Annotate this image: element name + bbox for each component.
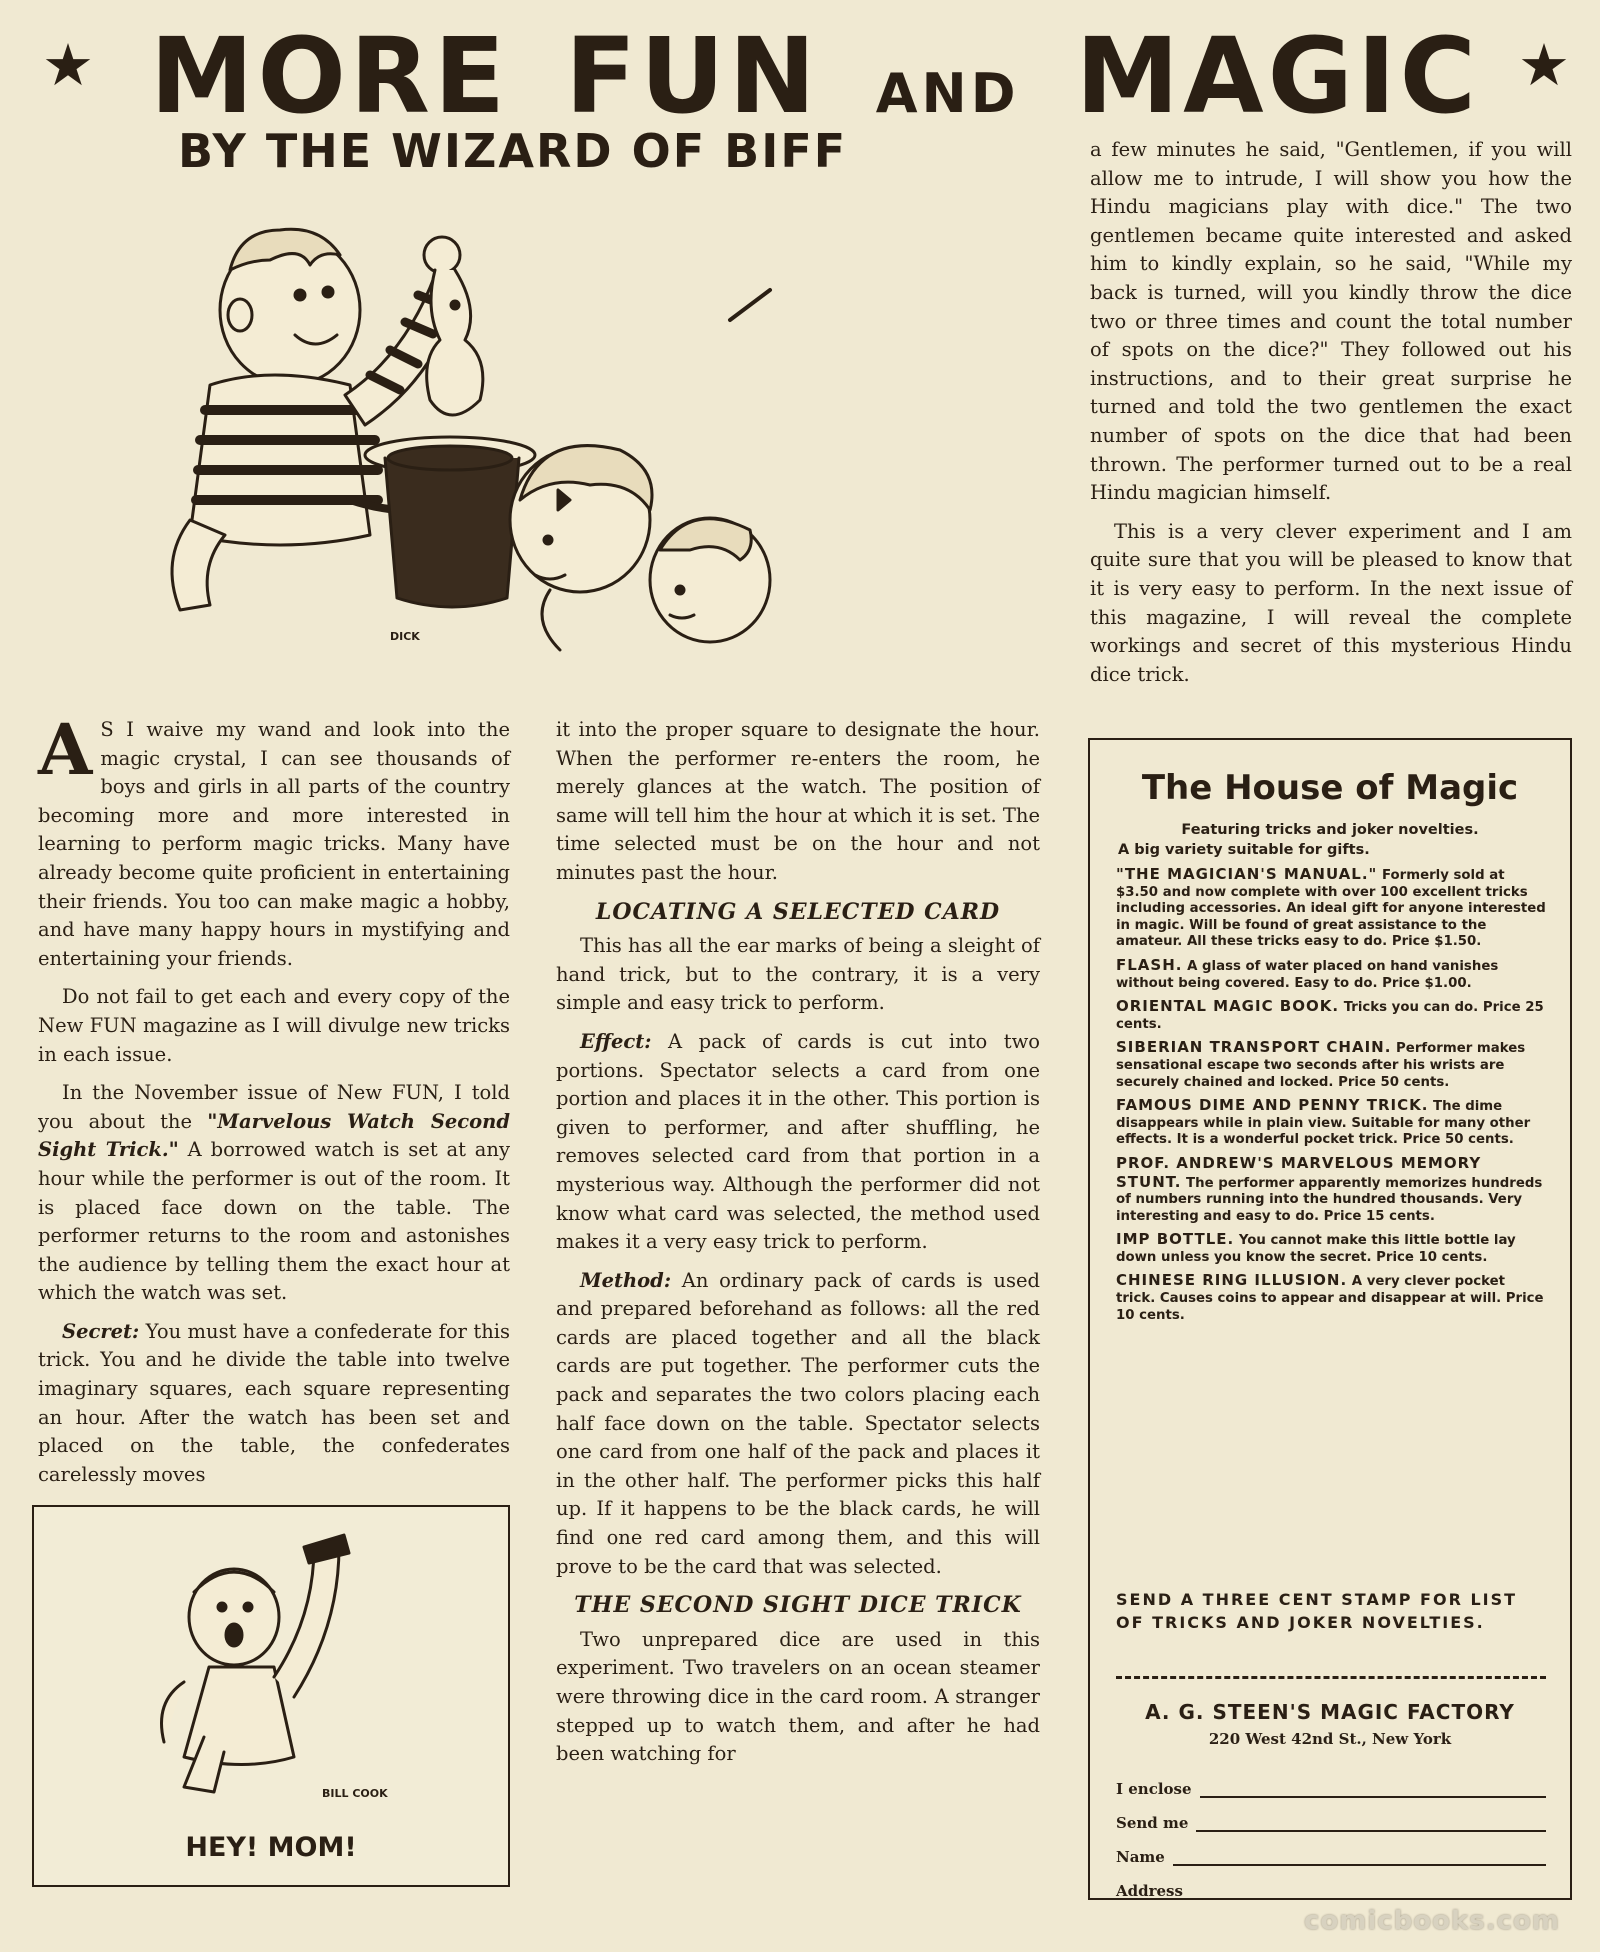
ad-item-name: FAMOUS DIME AND PENNY TRICK. — [1116, 1096, 1429, 1115]
ad-item — [1116, 866, 1546, 951]
coupon-row-send-me — [1116, 1798, 1546, 1832]
ad-item-desc: The dime disappears while in plain view. Suitable for many other effects. It is a wonderful pocket trick. Price 50 cents. — [1116, 1099, 1531, 1148]
paragraph-text: An ordinary pack of cards is used and prepared beforehand as follows: all the red cards are placed together and all the black cards are put together. The performer cuts the pack and separates the two colors placing each half face down on the table. Spectator selects one card from one half of the pack and places it in the other half. The performer picks this half up. If it happens to be the black cards, he will find one red card among them, and this will prove to be the card that was selected. — [556, 1268, 1040, 1578]
paragraph-text: S I waive my wand and look into the magic crystal, I can see thousands of boys and girls in all parts of the country becoming more and more interested in learning to perform magic tricks. Many have already become quite proficient in entertaining their friends. You too can make magic a hobby, and have many happy hours in mystifying and entertaining your friends. — [38, 718, 510, 970]
article-paragraph: This has all the ear marks of being a sleight of hand trick, but to the contrary, it is a very simple and easy trick to perform. — [556, 934, 1040, 1015]
coupon-row-address — [1116, 1866, 1546, 1900]
ad-item-name: ORIENTAL MAGIC BOOK. — [1116, 997, 1340, 1016]
ad-item-name: PROF. ANDREW'S MARVELOUS MEMORY STUNT. — [1116, 1153, 1482, 1191]
ad-company-name: A. G. STEEN'S MAGIC FACTORY — [1145, 1700, 1515, 1724]
ad-send-stamp-offer: SEND A THREE CENT STAMP FOR LIST OF TRICKS AND JOKER NOVELTIES. — [1116, 1590, 1518, 1632]
title-word-more: MORE — [150, 15, 510, 137]
ad-company-address: 220 West 42nd St., New York — [1208, 1730, 1452, 1748]
kicking-boy-illustration — [34, 1507, 508, 1807]
ad-subtitle — [1118, 820, 1542, 860]
cartoon-signature: BILL COOK — [322, 1787, 388, 1800]
coupon-cut-line — [1116, 1676, 1546, 1679]
article-paragraph: it into the proper square to designate the hour. When the performer re-enters the room, he merely glances at the watch. The position of same will tell him the hour at which it is set. The time selected must be on the hour and not minutes past the hour. — [556, 718, 1040, 884]
ad-item — [1116, 957, 1546, 992]
title-word-magic: MAGIC — [1075, 15, 1480, 137]
ad-subtitle-line: Featuring tricks and joker novelties. — [1181, 822, 1479, 838]
ad-item-name: "THE MAGICIAN'S MANUAL." — [1116, 865, 1378, 883]
ad-item — [1116, 1039, 1546, 1091]
ad-item-name: IMP BOTTLE. — [1116, 1230, 1235, 1249]
ad-item — [1116, 1097, 1546, 1149]
ad-title: The House of Magic — [1141, 768, 1519, 808]
enclose-field[interactable] — [1200, 1774, 1546, 1798]
page-title — [150, 15, 1480, 137]
article-column-2 — [556, 716, 1040, 1779]
ad-item — [1116, 1231, 1546, 1266]
paragraph-text: A pack of cards is cut into two portions. Spectator selects a card from one portion and places it in the other. This portion is given to performer, and after shuffling, he removes selected card from that portion in a mysterious way. Although the performer did not know what card was selected, the method used makes it a very easy trick to perform. — [556, 1029, 1040, 1254]
coupon-row-enclose — [1116, 1764, 1546, 1798]
drop-cap: A — [38, 708, 93, 791]
article-paragraph: a few minutes he said, "Gentlemen, if you will allow me to intrude, I will show you how the Hindu magicians play with dice." The two gentlemen became quite interested and asked him to kindly explain, so he said, "While my back is turned, will you kindly throw the dice two or three times and count the total number of spots on the dice?" They followed out his instructions, and to their great surprise he turned and told the two gentlemen the exact number of spots on the dice that had been thrown. The performer turned out to be a real Hindu magician himself. — [1090, 138, 1572, 505]
order-coupon — [1116, 1764, 1546, 1900]
cartoon-panel — [32, 1505, 510, 1887]
ad-item — [1116, 1155, 1546, 1225]
article-paragraph: This is a very clever experiment and I am quite sure that you will be pleased to know that it is very easy to perform. In the next issue of this magazine, I will reveal the complete workings and secret of this mysterious Hindu dice trick. — [1090, 519, 1572, 686]
watermark: comicbooks.com — [1303, 1906, 1560, 1936]
title-word-fun: FUN — [565, 15, 820, 137]
article-paragraph: Do not fail to get each and every copy of the New FUN magazine as I will divulge new tricks in each issue. — [38, 985, 510, 1066]
coupon-label: I enclose — [1116, 1780, 1192, 1798]
ad-item-desc: Performer makes sensational escape two seconds after his wrists are securely chained and locked. Price 50 cents. — [1116, 1041, 1526, 1090]
trick-name: "Marvelous Watch Second Sight Trick." — [38, 1109, 510, 1162]
article-paragraph — [38, 708, 510, 973]
paragraph-text: In the November issue of New FUN, I told you about the — [38, 1081, 510, 1133]
ad-item-name: CHINESE RING ILLUSION. — [1116, 1271, 1348, 1290]
ad-item-desc: The performer apparently memorizes hundreds of numbers running into the hundred thousands. Very interesting and easy to do. Price 15 cents. — [1116, 1175, 1543, 1224]
section-heading: THE SECOND SIGHT DICE TRICK — [574, 1592, 1022, 1619]
coupon-label: Send me — [1116, 1814, 1189, 1832]
ad-item — [1116, 1272, 1546, 1324]
paragraph-text: A borrowed watch is set at any hour while the performer is out of the room. It is placed face down on the table. The performer returns to the room and astonishes the audience by telling them the exact hour at which the watch was set. — [38, 1138, 510, 1305]
magician-illustration — [150, 200, 1090, 670]
section-lead: Effect: — [580, 1029, 652, 1053]
masthead — [20, 15, 1580, 137]
house-of-magic-ad — [1088, 738, 1572, 1900]
title-word-and: AND — [875, 62, 1020, 125]
section-heading: LOCATING A SELECTED CARD — [595, 898, 1001, 925]
ad-subtitle-line: A big variety suitable for gifts. — [1118, 842, 1370, 858]
article-paragraph — [38, 1079, 510, 1308]
article-paragraph — [556, 1028, 1040, 1257]
paragraph-text: You must have a confederate for this trick. You and he divide the table into twelve imaginary squares, each square representing an hour. After the watch has been set and placed on the table, the confederates carelessly moves — [38, 1319, 510, 1486]
article-column-1 — [38, 708, 510, 1499]
star-icon: ★ — [1518, 31, 1570, 99]
ad-item-desc: A very clever pocket trick. Causes coins to appear and disappear at will. Price 10 cents. — [1116, 1274, 1544, 1323]
ad-item-name: FLASH. — [1116, 955, 1183, 974]
coupon-row-name — [1116, 1832, 1546, 1866]
ad-item-desc: A glass of water placed on hand vanishes without being covered. Easy to do. Price $1.00. — [1116, 958, 1499, 991]
coupon-label: Address — [1116, 1882, 1183, 1900]
article-paragraph: Two unprepared dice are used in this experiment. Two travelers on an ocean steamer were throwing dice in the card room. A stranger stepped up to watch them, and after he had been watching for — [556, 1627, 1040, 1766]
article-paragraph — [38, 1318, 510, 1490]
ad-item-name: SIBERIAN TRANSPORT CHAIN. — [1116, 1038, 1392, 1057]
ad-item — [1116, 998, 1546, 1033]
ad-item-desc: Formerly sold at $3.50 and now complete with over 100 excellent tricks including accessories. An ideal gift for anyone interested in magic. Will be found of great assistance to the amateur. All these tricks easy to do. Price $1.50. — [1116, 868, 1546, 950]
ad-item-desc: Tricks you can do. Price 25 cents. — [1116, 1000, 1544, 1032]
send-me-field[interactable] — [1196, 1808, 1546, 1832]
ad-item-desc: You cannot make this little bottle lay down unless you know the secret. Price 10 cents. — [1116, 1233, 1516, 1265]
illustration-signature: DICK — [390, 630, 420, 643]
article-paragraph — [556, 1267, 1040, 1582]
name-field[interactable] — [1173, 1842, 1546, 1866]
ad-item-list — [1116, 866, 1546, 1330]
byline: BY THE WIZARD OF BIFF — [178, 124, 848, 178]
article-column-3 — [1090, 136, 1572, 699]
coupon-label: Name — [1116, 1848, 1165, 1866]
section-lead: Secret: — [62, 1319, 140, 1343]
cartoon-caption: HEY! MOM! — [185, 1832, 357, 1863]
star-icon: ★ — [42, 31, 94, 99]
section-lead: Method: — [580, 1268, 672, 1292]
address-field[interactable] — [1191, 1876, 1546, 1900]
